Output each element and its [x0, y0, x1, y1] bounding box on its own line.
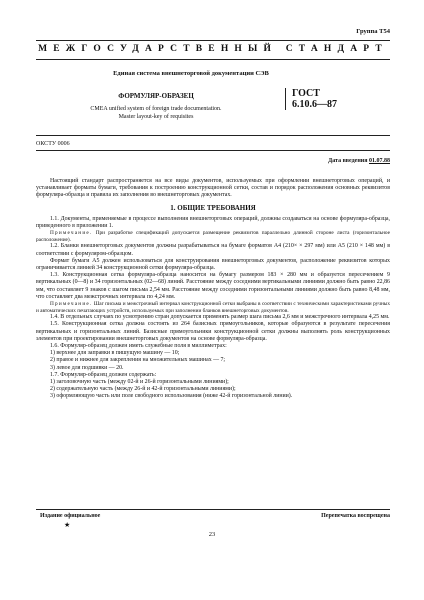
footer-rule — [36, 509, 390, 510]
content-item-3: 3) оформляющую часть или поле свободного использования (ниже 42-й горизонтальной линии). — [50, 393, 293, 400]
title-english-line-1: CMEA unified system of foreign trade documentation. — [90, 106, 222, 112]
intro-date-value: 01.07.88 — [369, 158, 390, 164]
note-1 — [36, 230, 390, 243]
paragraph-1-3: 1.3. Конструкционная сетка формуляра-образца наносится на бумагу размером 183 × 280 мм и образуется пересечением 9 вертикальных (0—8) и 34 горизонтальных (02—68) линий. Расстояние между соседними вертикальными линиями должно быть равно 22,86 мм, что составляет 9 знаков с шагом письма 2,54 мм. Расстояние между соседними горизонтальными линиями должно быть равно 8,48 мм, что составляет два межстрочных интервала по 4,24 мм. — [36, 272, 390, 300]
margin-item-1: 1) верхнее для заправки в пишущую машину — 10; — [50, 350, 180, 357]
document-body — [36, 178, 390, 401]
note-1-text: При разработке спецификаций допускается размещение реквизитов параллельно длинной стороне листа (горизонтальное расположение). — [36, 230, 390, 243]
group-code: Группа Т54 — [356, 28, 390, 35]
margin-item-2: 2) правое и нижнее для закрепления на множительных машинах — 7; — [50, 357, 226, 364]
paragraph-1-1: 1.1. Документы, применяемые в процессе выполнения внешнеторговых операций, должны создаваться на основе формуляра-образца, приведенного в приложении 1. — [36, 215, 390, 230]
paragraph-1-6: 1.6. Формуляр-образец должен иметь служебные поля в миллиметрах: — [50, 343, 227, 350]
title-rule — [36, 135, 390, 136]
document-title-english — [36, 105, 276, 121]
note-1-label: Примечание. — [50, 230, 93, 237]
paragraph-1-7: 1.7. Формуляр-образец должен содержать: — [50, 371, 157, 378]
banner-rule — [36, 59, 390, 60]
top-rule — [36, 40, 390, 41]
oksu-rule — [36, 150, 390, 151]
document-title: ФОРМУЛЯР-ОБРАЗЕЦ — [118, 92, 194, 100]
gost-label: ГОСТ — [292, 88, 320, 99]
reprint-prohibited-label: Перепечатка воспрещена — [321, 513, 390, 519]
intro-date — [328, 158, 390, 164]
paragraph-1-2b: Формат бумаги А5 должен использоваться для конструирования внешнеторговых документов, расположение реквизитов которых ограничивается линией 34 конструкционной сетки формуляра-образца. — [36, 257, 390, 272]
content-item-2: 2) содержательную часть (между 26-й и 42-й горизонтальными линиями); — [50, 386, 236, 393]
paragraph-1-4: 1.4. В отдельных случаях по усмотрению стран допускается применять размер шага письма 2,6 мм и межстрочного интервала 4,25 мм. — [50, 314, 390, 321]
gost-designation — [285, 88, 352, 110]
title-english-line-2: Master layout-key of requisites — [118, 114, 194, 120]
paragraph-1-2a: 1.2. Бланки внешнеторговых документов должны разрабатываться на бумаге форматов А4 (210× × 297 мм) или А5 (210 × 148 мм) в соответствии с формуляром-образцом. — [36, 243, 390, 257]
gost-number: 6.10.6—87 — [292, 99, 337, 110]
oksu-code: ОКСТУ 0006 — [36, 141, 70, 147]
note-2-label: Примечание. — [50, 301, 93, 308]
page-number: 23 — [208, 531, 216, 538]
official-edition-label: Издание официальное — [40, 513, 101, 519]
standard-banner: МЕЖГОСУДАРСТВЕННЫЙ СТАНДАРТ — [38, 44, 388, 54]
note-2 — [36, 301, 390, 314]
content-item-1: 1) заголовочную часть (между 02-й и 26-й горизонтальными линиями); — [50, 379, 229, 386]
intro-date-label: Дата введения — [328, 158, 368, 164]
section-heading: 1. ОБЩИЕ ТРЕБОВАНИЯ — [170, 203, 256, 212]
note-2-text: Шаг письма и межстрочный интервал конструкционной сетки выбраны в соответствии с техническими характеристиками ручных и автоматических печатающих устройств, используемых при заполнении бланков внешнеторговых документов. — [36, 301, 390, 314]
margin-item-3: 3) левое для подшивки — 20. — [50, 364, 124, 371]
intro-paragraph: Настоящий стандарт распространяется на все виды документов, используемых при оформлении внешнеторговых операций, и устанавливает форматы бумаги, требования к построению конструкционной сетки, состав и порядок расположения основных реквизитов формуляра-образца и правила их заполнения во внешнеторговых документах. — [36, 178, 390, 199]
paragraph-1-5: 1.5. Конструкционная сетка должна состоять из 264 базисных прямоугольников, которые образуются в результате пересечения вертикальных и горизонтальных линий. Базисные прямоугольники конструкционной сетки должны выполнять роль конструкционных элементов при проектировании внешнеторговых документов на основе формуляра-образца. — [36, 321, 390, 342]
series-title: Единая система внешнеторговой документации СЭВ — [113, 70, 269, 77]
star-icon: ★ — [64, 521, 71, 529]
